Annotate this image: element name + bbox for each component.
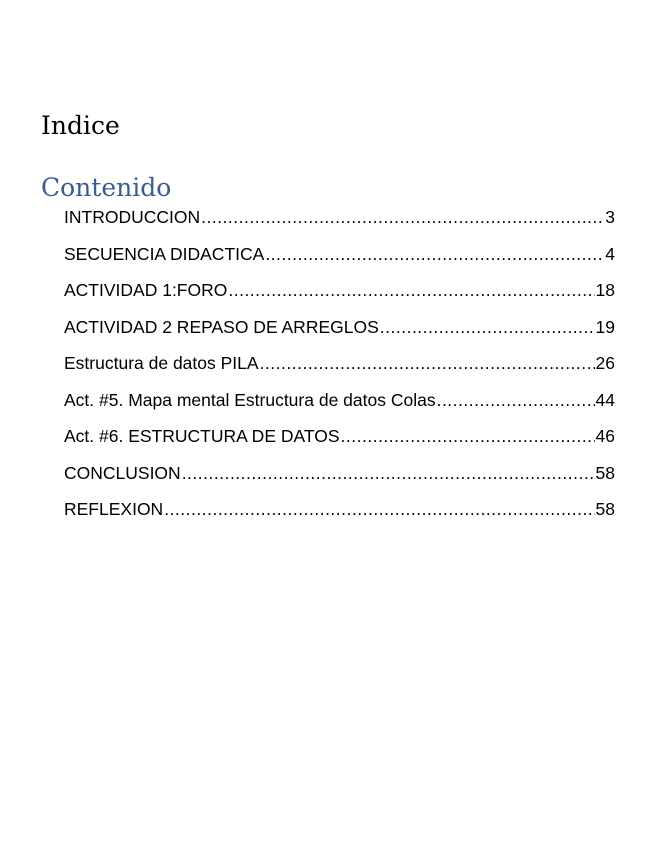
toc-entry-title[interactable]: Act. #5. Mapa mental Estructura de datos Colas: [64, 389, 436, 410]
toc-entry-page[interactable]: 44: [595, 389, 615, 410]
toc-entry-title[interactable]: Act. #6. ESTRUCTURA DE DATOS: [64, 426, 340, 446]
toc-entry-page[interactable]: 58: [595, 499, 615, 519]
toc-entry-page[interactable]: 46: [595, 426, 615, 446]
page-title: Indice: [41, 111, 120, 140]
toc-entry-title[interactable]: INTRODUCCION: [64, 207, 201, 227]
toc-entry-secuencia-didactica[interactable]: [64, 244, 615, 281]
toc-entry-page[interactable]: 19: [595, 316, 615, 337]
toc-entry-title[interactable]: REFLEXION: [64, 499, 164, 519]
toc-entry-reflexion[interactable]: [64, 499, 615, 536]
toc-dot-leader: [164, 499, 594, 520]
toc-entry-page[interactable]: 4: [605, 243, 615, 264]
toc-dot-leader: [437, 390, 595, 411]
toc-entry-page[interactable]: 26: [595, 353, 615, 373]
table-of-contents: [64, 207, 615, 536]
toc-entry-page[interactable]: 58: [595, 462, 615, 483]
toc-entry-actividad-1-foro[interactable]: [64, 280, 615, 317]
toc-dot-leader: [380, 317, 595, 338]
toc-entry-actividad-2-repaso[interactable]: [64, 317, 615, 354]
toc-entry-estructura-pila[interactable]: [64, 353, 615, 390]
toc-heading: Contenido: [41, 173, 172, 202]
toc-dot-leader: [341, 426, 595, 447]
toc-dot-leader: [260, 353, 595, 374]
toc-entry-title[interactable]: SECUENCIA DIDACTICA: [64, 243, 265, 264]
toc-entry-title[interactable]: Estructura de datos PILA: [64, 353, 259, 373]
toc-entry-page[interactable]: 3: [605, 207, 615, 227]
toc-entry-introduccion[interactable]: [64, 207, 615, 244]
toc-dot-leader: [201, 207, 604, 228]
toc-dot-leader: [265, 244, 604, 265]
toc-entry-conclusion[interactable]: [64, 463, 615, 500]
toc-entry-title[interactable]: ACTIVIDAD 2 REPASO DE ARREGLOS: [64, 316, 379, 337]
toc-entry-page[interactable]: 18: [595, 280, 615, 300]
toc-entry-title[interactable]: CONCLUSION: [64, 462, 181, 483]
toc-dot-leader: [182, 463, 595, 484]
toc-entry-act-5-mapa-mental[interactable]: [64, 390, 615, 427]
toc-entry-title[interactable]: ACTIVIDAD 1:FORO: [64, 280, 228, 300]
toc-entry-act-6-estructura-datos[interactable]: [64, 426, 615, 463]
toc-dot-leader: [228, 280, 594, 301]
